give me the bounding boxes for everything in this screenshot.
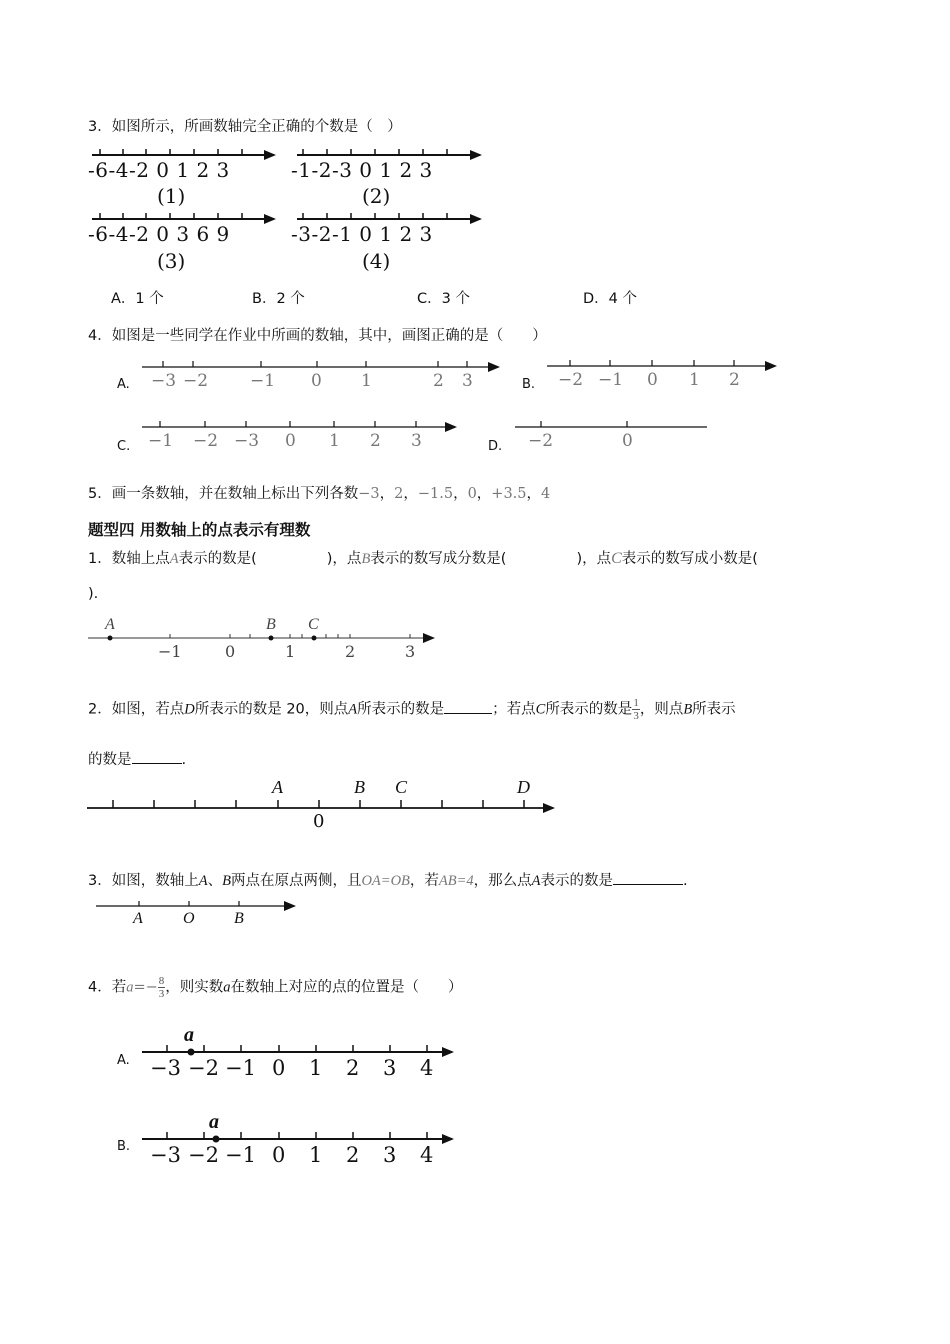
answer-blank[interactable] — [132, 749, 182, 764]
s2-q1-line1: 1．数轴上点A表示的数是( )，点B表示的数写成分数是( )，点C表示的数写成小数是( — [88, 550, 758, 567]
s2-q1-point-b: B — [266, 616, 276, 633]
s2-q3-point-b: B — [234, 910, 244, 927]
s2-q4-a-tick: 0 — [272, 1056, 286, 1080]
point-a-marker — [188, 1049, 195, 1056]
q4b-tick: −1 — [598, 370, 624, 390]
q3-fig4-caption: (4) — [362, 249, 391, 273]
s2-q4-axis-b — [142, 1132, 452, 1143]
q4c-tick: 1 — [329, 431, 340, 451]
s2-q4-option-b-label[interactable]: B. — [117, 1139, 131, 1154]
q4c-tick: −1 — [148, 431, 174, 451]
s2-q2-point-d: D — [517, 777, 530, 797]
q3-fig3-labels: -6-4-2 0 3 6 9 — [88, 222, 230, 246]
s2-q4-a-tick: 1 — [309, 1056, 323, 1080]
s2-q1-tick: 0 — [225, 642, 236, 661]
q4a-tick: −1 — [250, 371, 276, 391]
q3-option-b[interactable]: B．2 个 — [252, 291, 305, 307]
s2-q3-point-o: O — [183, 910, 195, 927]
answer-blank[interactable] — [613, 870, 683, 885]
s2-q2-point-c: C — [395, 777, 408, 797]
q3-option-a[interactable]: A．1 个 — [111, 291, 164, 307]
q4a-tick: 0 — [311, 371, 322, 391]
s2-q3-point-a: A — [133, 910, 143, 927]
s2-q2-point-b: B — [354, 777, 365, 797]
s2-q1-tick: 1 — [285, 642, 296, 661]
q3-stem: 3．如图所示，所画数轴完全正确的个数是（ ） — [88, 119, 402, 135]
s2-q4-b-tick: 3 — [383, 1143, 397, 1167]
q4-option-d-label[interactable]: D. — [488, 439, 503, 454]
q3-fig2-caption: (2) — [362, 184, 391, 208]
q4d-tick: 0 — [622, 431, 633, 451]
s2-q4-option-a-label[interactable]: A. — [117, 1053, 130, 1068]
s2-q3-stem: 3．如图，数轴上A、B两点在原点两侧，且OA=OB，若AB=4，那么点A表示的数是 . — [88, 870, 688, 890]
q3-option-c[interactable]: C．3 个 — [417, 291, 470, 307]
s2-q2-line1: 2．如图，若点D所表示的数是 20，则点A所表示的数是 ；若点C所表示的数是 $\frac{1}{3}$ ，则点B所表示 — [88, 697, 736, 723]
s2-q4-a-tick: 3 — [383, 1056, 397, 1080]
s2-q1-point-c: C — [308, 616, 319, 633]
q3-fig1-caption: (1) — [157, 184, 186, 208]
q4b-tick: 2 — [729, 370, 740, 390]
answer-blank[interactable] — [444, 699, 492, 714]
q3-fig3-caption: (3) — [157, 249, 186, 273]
q4b-tick: 1 — [689, 370, 700, 390]
s2-q2-origin: 0 — [313, 811, 325, 832]
s2-q1-tick: −1 — [158, 642, 182, 661]
s2-q4-a-tick: −3 — [150, 1056, 181, 1080]
q3-axis-1 — [92, 149, 274, 155]
s2-q4-b-tick: 2 — [346, 1143, 360, 1167]
s2-q1-point-a: A — [105, 616, 115, 633]
q4c-tick: 0 — [285, 431, 296, 451]
s2-q4-a-tick: 4 — [420, 1056, 434, 1080]
s2-q4-stem: 4．若a=− $\frac{8}{3}$ ，则实数a在数轴上对应的点的位置是（ ） — [88, 975, 463, 1001]
s2-q4-b-tick: 4 — [420, 1143, 434, 1167]
fraction-one-third: $\frac{1}{3}$ — [633, 697, 639, 723]
s2-q4-b-tick: 1 — [309, 1143, 323, 1167]
s2-q4-b-point-label: a — [209, 1111, 219, 1133]
s2-q4-a-tick: −2 — [188, 1056, 219, 1080]
s2-q2-point-a: A — [272, 777, 283, 797]
q3-axis-2 — [297, 149, 480, 155]
s2-q2-line2: 的数是 . — [88, 749, 186, 769]
s2-q3-axis — [96, 901, 294, 906]
q3-fig2-labels: -1-2-3 0 1 2 3 — [291, 158, 433, 182]
q4-option-a-label[interactable]: A. — [117, 377, 130, 392]
point-a-dot — [108, 636, 113, 641]
s2-q4-b-tick: 0 — [272, 1143, 286, 1167]
q4b-tick: 0 — [647, 370, 658, 390]
q4-option-b-label[interactable]: B. — [522, 377, 536, 392]
s2-q4-b-tick: −1 — [225, 1143, 256, 1167]
q4a-tick: 3 — [462, 371, 473, 391]
point-b-marker — [213, 1136, 220, 1143]
q4a-tick: −2 — [183, 371, 209, 391]
s2-q1-tick: 2 — [345, 642, 356, 661]
q3-fig4-labels: -3-2-1 0 1 2 3 — [291, 222, 433, 246]
q4-option-c-label[interactable]: C. — [117, 439, 131, 454]
q4-stem: 4．如图是一些同学在作业中所画的数轴，其中，画图正确的是（ ） — [88, 328, 547, 344]
q4c-tick: −2 — [193, 431, 219, 451]
s2-q4-a-tick: −1 — [225, 1056, 256, 1080]
q4b-tick: −2 — [558, 370, 584, 390]
s2-q2-axis — [87, 800, 553, 808]
q4a-tick: 2 — [433, 371, 444, 391]
fraction-eight-thirds: $\frac{8}{3}$ — [158, 975, 165, 1001]
q3-option-d[interactable]: D．4 个 — [583, 291, 637, 307]
q4-axis-b — [547, 360, 775, 366]
q5-stem: 5．画一条数轴，并在数轴上标出下列各数−3，2，−1.5，0，+3.5，4 — [88, 486, 551, 502]
q4c-tick: 2 — [370, 431, 381, 451]
point-c-dot — [312, 636, 317, 641]
q4-axis-a — [142, 361, 498, 367]
q4-axis-d — [515, 421, 707, 427]
s2-q4-b-tick: −3 — [150, 1143, 181, 1167]
q4c-tick: −3 — [234, 431, 260, 451]
s2-q1-line2: ). — [88, 586, 99, 602]
s2-q4-a-tick: 2 — [346, 1056, 360, 1080]
section-heading: 题型四 用数轴上的点表示有理数 — [88, 521, 311, 539]
q4-axis-c — [142, 421, 455, 427]
q4a-tick: −3 — [151, 371, 177, 391]
q4c-tick: 3 — [411, 431, 422, 451]
s2-q1-tick: 3 — [405, 642, 416, 661]
q3-axis-3 — [92, 213, 274, 219]
q3-fig1-labels: -6-4-2 0 1 2 3 — [88, 158, 230, 182]
s2-q4-a-point-label: a — [184, 1024, 194, 1046]
q3-axis-4 — [297, 213, 480, 219]
q4a-tick: 1 — [361, 371, 372, 391]
s2-q4-b-tick: −2 — [188, 1143, 219, 1167]
s2-q1-axis — [88, 634, 433, 641]
point-b-dot — [269, 636, 274, 641]
q4d-tick: −2 — [528, 431, 554, 451]
